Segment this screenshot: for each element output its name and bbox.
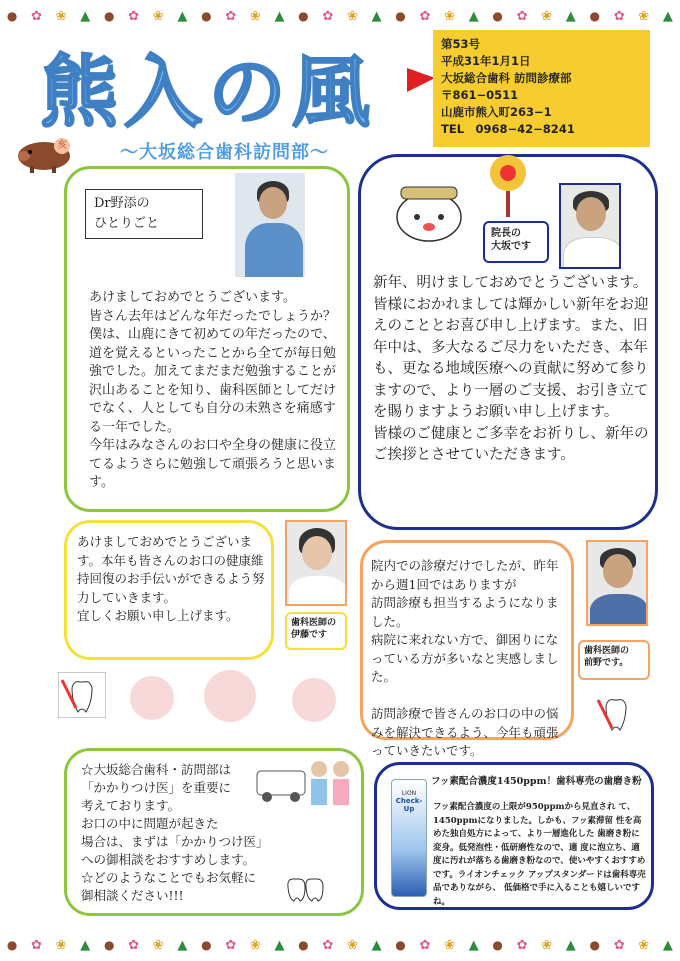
border-ornament: ● [6, 9, 18, 23]
border-ornament: ✿ [322, 8, 334, 24]
border-ornament: ❀ [444, 8, 455, 24]
toothpaste-tube [391, 779, 427, 897]
telephone: TEL 0968−42−8241 [441, 122, 575, 136]
director-message: 新年、明けましておめでとうございます。皆様におかれましては輝かしい新年をお迎えのこととお喜び申し上げます。また、旧年中は、多大なるご尽力をいただき、本年も、更なる地域医療への貢献に努めて参りますので、より一層のご支援、お引き立てを賜りますようお願い申し上げます。 皆様のご健康とご多幸をお祈りし、新年のご挨拶とさせていただきます。 [373, 275, 649, 463]
border-ornament: ✿ [31, 8, 42, 24]
bottom-decorative-border [0, 929, 680, 961]
border-ornament: ▲ [468, 937, 479, 953]
border-ornament: ▲ [80, 8, 91, 24]
border-ornament: ❀ [541, 937, 553, 953]
border-ornament: ✿ [322, 937, 334, 953]
top-decorative-border [0, 0, 680, 32]
tooth-toothbrush-icon-2 [596, 694, 636, 736]
border-ornament: ▲ [274, 8, 285, 24]
ito-message: あけましておめでとうございます。本年も皆さんのお口の健康維持回復のお手伝いができるよう努力していきます。 宜しくお願い申し上げます。 [77, 534, 265, 623]
border-ornament: ✿ [419, 937, 431, 953]
border-ornament: ❀ [346, 937, 358, 953]
border-ornament: ● [589, 9, 600, 23]
border-ornament: ▲ [662, 937, 673, 953]
decorative-arrow-icon [483, 153, 533, 219]
issue-number: 第53号 [441, 37, 481, 51]
director-label: 院長の 大坂です [483, 221, 549, 263]
border-ornament: ❀ [249, 8, 261, 24]
director-photo [559, 183, 621, 269]
border-ornament: ● [201, 9, 212, 23]
border-ornament: ▲ [662, 8, 673, 24]
kakaritsuke-section [64, 748, 364, 916]
border-ornament: ▲ [565, 937, 576, 953]
border-ornament: ▲ [274, 937, 285, 953]
dr-nozoe-message: あけましておめでとうございます。 皆さん去年はどんな年だったでしょうか？ 僕は、山鹿にきて初めての年だったので、道を覚えるといったことから全てが毎日勉強でした。加えてまだまだ勉強することが沢山あることを知り、歯科医師としてだけでなく、人としても自分の未熟さを痛感する一年でした。 今年はみなさんのお口や全身の健康に役立てるようさらに勉強して頑張ろうと思います。 [89, 290, 337, 490]
director-section [358, 154, 658, 530]
border-ornament: ✿ [225, 8, 237, 24]
issue-info-box [433, 30, 650, 147]
newsletter-subtitle: 〜大坂総合歯科訪問部〜 [120, 142, 329, 163]
border-ornament: ✿ [516, 8, 528, 24]
border-ornament: ❀ [444, 937, 455, 953]
dr-nozoe-section [64, 166, 350, 512]
border-ornament: ▲ [80, 937, 91, 953]
border-ornament: ❀ [152, 8, 164, 24]
maeno-photo [586, 540, 648, 626]
ambulance-icon [253, 761, 313, 805]
decorative-swirls [118, 668, 358, 736]
border-ornament: ✿ [613, 937, 625, 953]
border-ornament: ▲ [371, 8, 382, 24]
border-ornament: ● [103, 9, 115, 23]
border-ornament: ▲ [371, 937, 382, 953]
teeth-icon [285, 875, 325, 905]
border-ornament: ▲ [177, 8, 188, 24]
border-ornament: ❀ [638, 937, 650, 953]
maeno-message: 院内での診療だけでしたが、昨年から週1回ではありますが 訪問診療も担当するようになりました。 病院に来れない方で、御困りになっている方が多いなと実感しました。 訪問診療で皆さんのお口の中の悩みを解決できるよう、今年も頑張っていきたいです。 [371, 558, 559, 758]
border-ornament: ✿ [419, 8, 431, 24]
dog-mascot-icon [391, 183, 467, 247]
kakaritsuke-message: ☆大坂総合歯科・訪問部は 「かかりつけ医」を重要に 考えております。 お口の中に問題が起きた 場合は、まずは「かかりつけ医」 への御相談をおすすめします。 ☆どのようなことでもお気軽に 御相談ください!!! [81, 762, 269, 903]
product-description: フッ素配合濃度の上限が950ppmから見直され て、1450ppmになりました。しかも、フッ素滞留 性を高めた独自処方によって、より一層進化した 歯磨き粉に変身。低発泡性・低研磨性なので、適 度に泡立ち、適度に汚れが落ちる歯磨き粉なので、使いやすくおすすめです。ライオンチェック アップスタンダードは歯科専売品でありながら、 低価格で手に入ることも嬉しいですね。 [433, 802, 646, 907]
border-ornament: ● [6, 938, 18, 952]
tooth-toothbrush-icon [58, 672, 106, 718]
dr-nozoe-heading: Dr野添の ひとりごと [85, 189, 203, 239]
ito-photo [285, 520, 347, 606]
doctors-icon [305, 757, 355, 817]
border-ornament: ❀ [152, 937, 164, 953]
ito-section [64, 520, 274, 660]
clinic-name: 大坂総合歯科 訪問診療部 [441, 71, 572, 85]
border-ornament: ❀ [541, 8, 553, 24]
year-badge: 亥 [54, 138, 70, 154]
maeno-section [360, 540, 574, 758]
border-ornament: ● [201, 938, 212, 952]
border-ornament: ✿ [128, 937, 140, 953]
border-ornament: ● [395, 9, 406, 23]
border-ornament: ❀ [55, 937, 67, 953]
ito-label: 歯科医師の 伊藤です [285, 612, 347, 650]
postal-code: 〒861−0511 [441, 88, 519, 102]
dr-nozoe-photo [235, 173, 305, 277]
tube-maker: LION [401, 790, 417, 797]
border-ornament: ▲ [177, 937, 188, 953]
border-ornament: ● [492, 938, 503, 952]
border-ornament: ❀ [638, 8, 650, 24]
border-ornament: ● [298, 9, 309, 23]
issue-date: 平成31年1月1日 [441, 54, 531, 68]
border-ornament: ✿ [128, 8, 140, 24]
address: 山鹿市熊入町263−1 [441, 105, 552, 119]
border-ornament: ❀ [249, 937, 261, 953]
border-ornament: ● [492, 9, 503, 23]
border-ornament: ● [589, 938, 600, 952]
border-ornament: ✿ [31, 937, 42, 953]
border-ornament: ▲ [565, 8, 576, 24]
border-ornament: ❀ [55, 8, 67, 24]
border-ornament: ● [395, 938, 406, 952]
newsletter-title: 熊入の風 [40, 48, 377, 138]
border-ornament: ✿ [225, 937, 237, 953]
border-ornament: ● [298, 938, 309, 952]
boar-icon [12, 130, 82, 175]
border-ornament: ✿ [613, 8, 625, 24]
border-ornament: ● [103, 938, 115, 952]
border-ornament: ❀ [346, 8, 358, 24]
tube-brand: Check-Up [395, 797, 423, 813]
product-section [374, 762, 654, 910]
product-heading: フッ素配合濃度1450ppm！歯科専売の歯磨き粉 [431, 776, 642, 787]
border-ornament: ✿ [516, 937, 528, 953]
maeno-label: 歯科医師の 前野です。 [578, 640, 650, 680]
border-ornament: ▲ [468, 8, 479, 24]
